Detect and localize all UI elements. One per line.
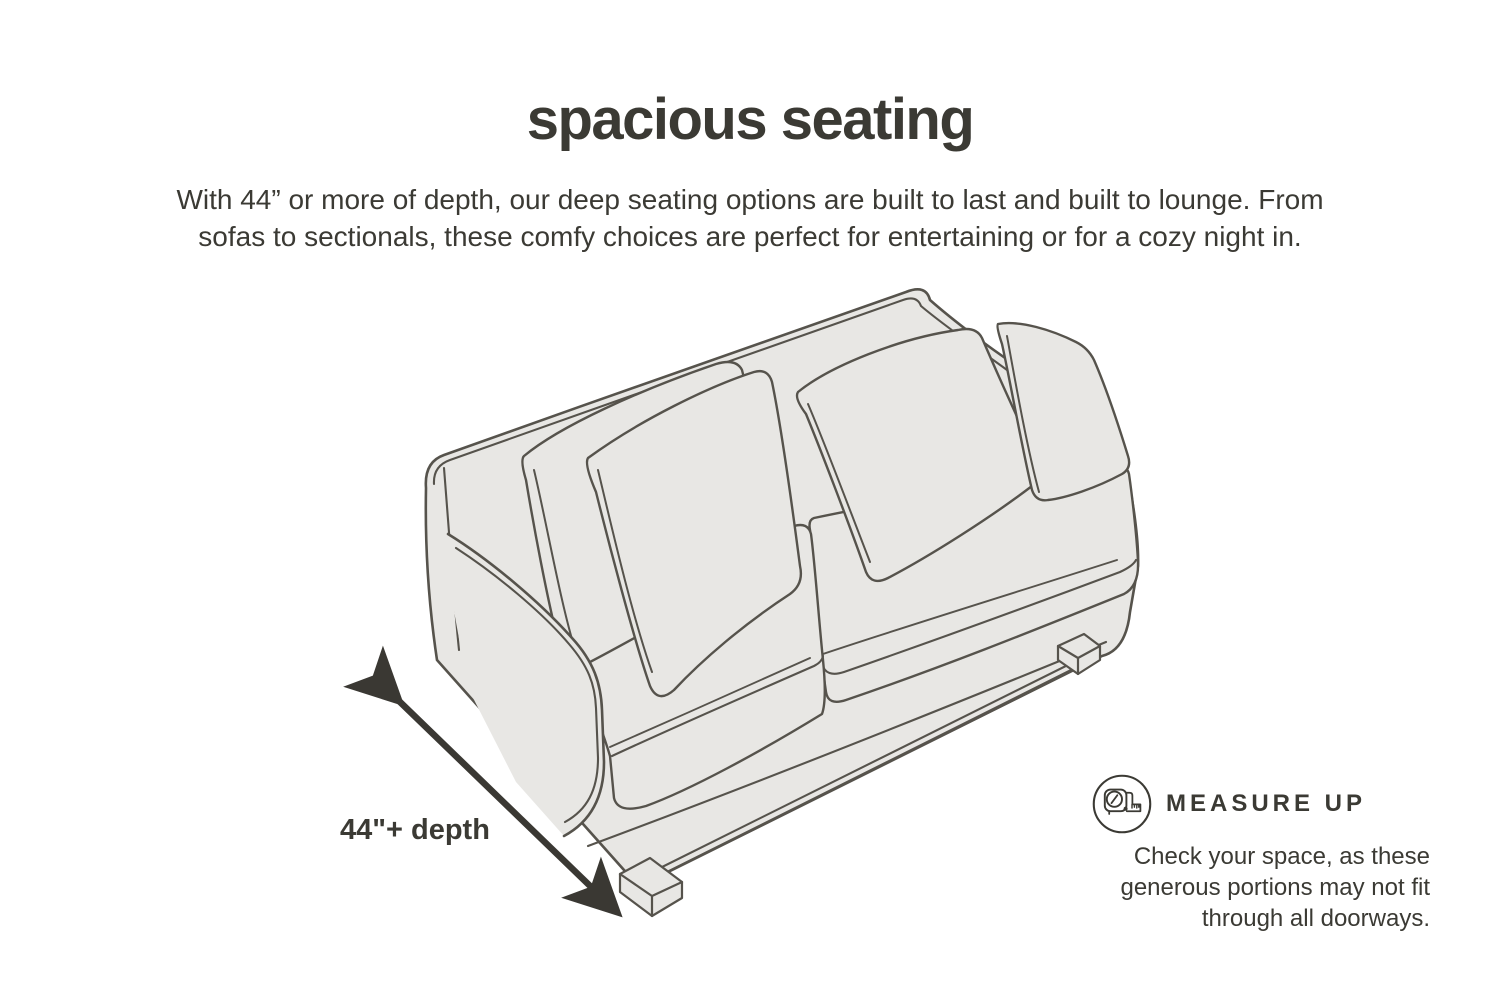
measure-up-note-line-2: generous portions may not fit: [1120, 874, 1430, 901]
measure-up-note-line-3: through all doorways.: [1201, 905, 1430, 932]
measure-up-note-line-1: Check your space, as these: [1133, 843, 1430, 870]
measure-up-header: [1090, 772, 1430, 836]
page-title: spacious seating: [526, 87, 974, 152]
measure-up-section: [1090, 772, 1430, 934]
measure-up-heading: MEASURE UP: [1166, 790, 1367, 817]
intro-line-2: sofas to sectionals, these comfy choices are perfect for entertaining or for a cozy night in.: [198, 221, 1302, 252]
intro-line-1: With 44” or more of depth, our deep seating options are built to last and built to lounge. From: [176, 184, 1324, 215]
tape-measure-icon: [1090, 772, 1154, 836]
measure-up-note: [1090, 841, 1430, 934]
depth-dimension-label: 44"+ depth: [340, 814, 490, 846]
